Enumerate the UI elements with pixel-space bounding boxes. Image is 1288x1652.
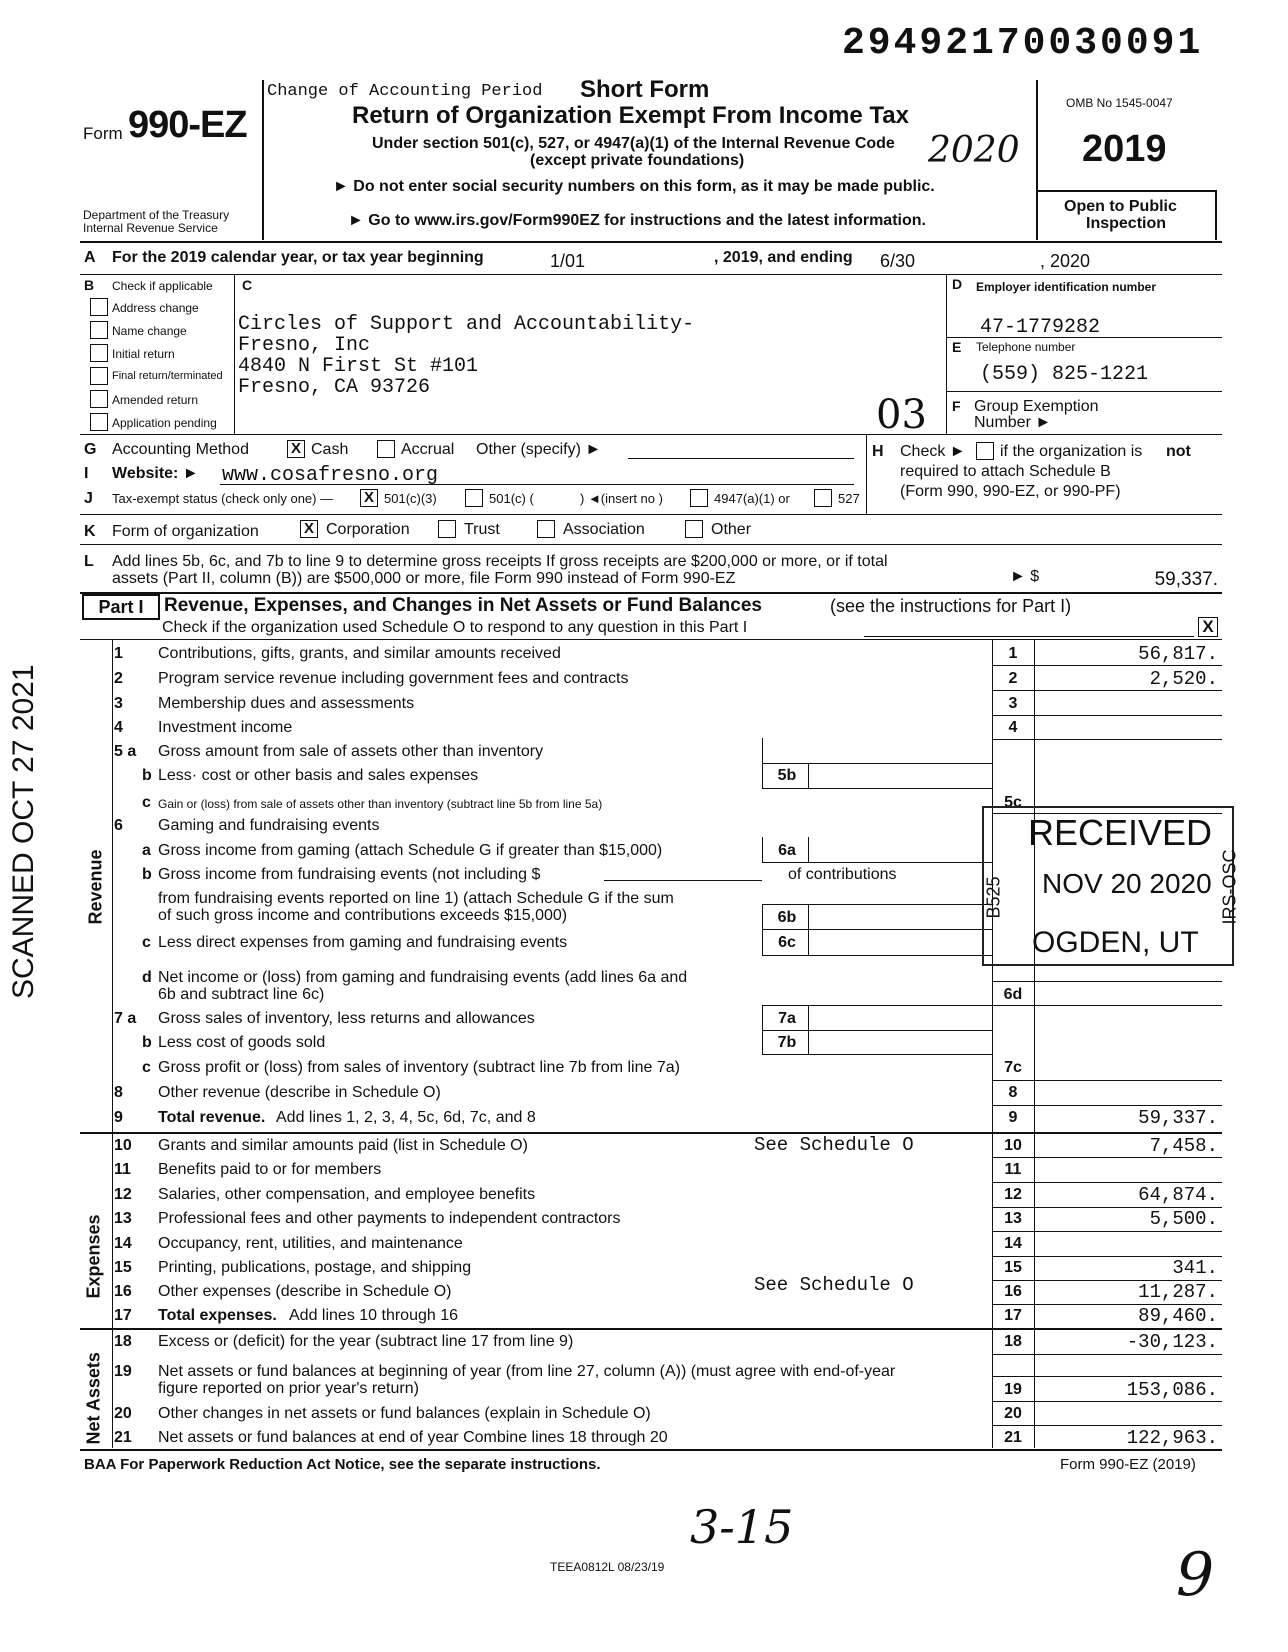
line-a-letter: A xyxy=(84,249,96,266)
form-title: Return of Organization Exempt From Income Tax xyxy=(352,102,909,129)
line-h-text-1: if the organization is xyxy=(1000,443,1143,460)
line-desc: Program service revenue including government fees and contracts xyxy=(158,670,629,687)
527-label: 527 xyxy=(838,491,860,506)
org-name-2: Fresno, Inc xyxy=(238,334,371,357)
line-4-row xyxy=(0,716,1288,740)
group-exemption-label-2: Number ► xyxy=(974,414,1052,431)
other-method-label: Other (specify) ► xyxy=(476,441,602,458)
line-desc: Gross profit or (loss) from sales of inventory (subtract line 7b from line 7a) xyxy=(158,1059,680,1076)
line-desc: Salaries, other compensation, and employee benefits xyxy=(158,1186,536,1203)
amended-return-label: Amended return xyxy=(112,393,199,407)
line-desc: Other expenses (describe in Schedule O) xyxy=(158,1283,452,1300)
line-desc-b: of contributions xyxy=(788,866,897,883)
line-2-row xyxy=(0,667,1288,691)
schedule-o-check-text: Check if the organization used Schedule O to respond to any question in this Part I xyxy=(162,619,748,636)
line-h-letter: H xyxy=(872,443,884,460)
line-3-row xyxy=(0,692,1288,716)
trust-label: Trust xyxy=(464,521,500,538)
4947-label: 4947(a)(1) or xyxy=(714,491,790,506)
line-desc: Occupancy, rent, utilities, and maintenance xyxy=(158,1235,463,1252)
501c3-label: 501(c)(3) xyxy=(384,491,437,506)
trust-checkbox[interactable] xyxy=(438,520,456,538)
line-box-label: 1 xyxy=(1008,645,1018,662)
phone-label: Telephone number xyxy=(976,340,1076,354)
line-desc: Gross income from fundraising events (not including $ xyxy=(158,866,541,883)
part-1-title-suffix: (see the instructions for Part I) xyxy=(830,596,1072,616)
line-a-label: For the 2019 calendar year, or tax year beginning xyxy=(112,249,484,266)
line-box-label: 12 xyxy=(1004,1186,1022,1203)
line-k-letter: K xyxy=(84,523,96,540)
line-l-text-1: Add lines 5b, 6c, and 7b to line 9 to determine gross receipts If gross receipts are $200,000 or more, or if total xyxy=(112,553,888,570)
ssn-note: ► Do not enter social security numbers on this form, as it may be made public. xyxy=(333,178,935,195)
line-7a-row xyxy=(0,1007,1288,1031)
expenses-side-label: Expenses xyxy=(83,1214,104,1299)
form-subtitle-1: Under section 501(c), 527, or 4947(a)(1) of the Internal Revenue Code xyxy=(372,135,895,152)
form-prefix: Form xyxy=(83,124,123,143)
amended-return-checkbox[interactable] xyxy=(90,390,108,408)
line-num: b xyxy=(142,767,152,784)
received-stamp xyxy=(982,806,1240,966)
professional-fees-amount: 5,500. xyxy=(1149,1208,1218,1230)
line-desc: Other revenue (describe in Schedule O) xyxy=(158,1084,441,1101)
line-desc: Add lines 1, 2, 3, 4, 5c, 6d, 7c, and 8 xyxy=(276,1109,536,1126)
final-return-checkbox[interactable] xyxy=(90,367,108,385)
stamp-date: NOV 20 2020 xyxy=(1042,868,1212,899)
line-num: 12 xyxy=(114,1186,132,1203)
tax-year: 2019 xyxy=(1082,128,1167,170)
final-return-label: Final return/terminated xyxy=(112,370,223,382)
line-box-label: 3 xyxy=(1008,695,1018,712)
line-num: 15 xyxy=(114,1259,132,1276)
line-num: 13 xyxy=(114,1210,132,1227)
handwritten-nine: 9 xyxy=(1176,1540,1215,1610)
line-desc: Printing, publications, postage, and shipping xyxy=(158,1259,472,1276)
beginning-net-assets-amount: 153,086. xyxy=(1126,1379,1218,1401)
line-19-num: 19 xyxy=(114,1363,132,1380)
association-checkbox[interactable] xyxy=(537,520,555,538)
name-change-checkbox[interactable] xyxy=(90,321,108,339)
name-change-label: Name change xyxy=(112,324,187,338)
line-b-label: Check if applicable xyxy=(112,279,213,293)
dept-line-2: Internal Revenue Service xyxy=(83,221,218,235)
address-change-checkbox[interactable] xyxy=(90,298,108,316)
tax-year-end-year: , 2020 xyxy=(1040,251,1091,271)
line-num: 8 xyxy=(114,1084,123,1101)
total-revenue-amount: 59,337. xyxy=(1138,1107,1218,1129)
line-desc: Gross income from gaming (attach Schedule G if greater than $15,000) xyxy=(158,842,663,859)
line-7c-row xyxy=(0,1056,1288,1080)
line-num: 9 xyxy=(114,1109,123,1126)
line-num: 1 xyxy=(114,645,123,662)
scanned-stamp: SCANNED OCT 27 2021 xyxy=(7,664,40,999)
line-i-letter: I xyxy=(84,465,89,482)
application-pending-checkbox[interactable] xyxy=(90,413,108,431)
box-7a-label: 7a xyxy=(778,1010,796,1027)
501c-checkbox[interactable] xyxy=(465,489,483,507)
tax-year-end: 6/30 xyxy=(880,251,916,271)
grants-amount: 7,458. xyxy=(1149,1135,1218,1157)
ein-value: 47-1779282 xyxy=(980,316,1101,339)
stamp-received: RECEIVED xyxy=(1028,812,1213,853)
baa-notice: BAA For Paperwork Reduction Act Notice, see the separate instructions. xyxy=(84,1456,601,1473)
line-21-row xyxy=(0,1426,1288,1450)
line-box-label: 7c xyxy=(1004,1059,1022,1076)
line-box-label: 11 xyxy=(1004,1161,1022,1178)
line-g-letter: G xyxy=(84,441,97,458)
line-desc-bold: Total revenue. xyxy=(158,1109,266,1126)
line-num: 11 xyxy=(114,1161,131,1178)
accrual-label: Accrual xyxy=(401,441,455,458)
application-pending-label: Application pending xyxy=(112,416,217,430)
handwritten-code: 03 xyxy=(876,392,927,438)
org-city: Fresno, CA 93726 xyxy=(238,376,431,399)
association-label: Association xyxy=(563,521,645,538)
line-6d-desc-2: 6b and subtract line 6c) xyxy=(158,986,325,1003)
line-num: 18 xyxy=(114,1333,132,1350)
line-19-desc: Net assets or fund balances at beginning of year (from line 27, column (A)) (must agree with end-of-year xyxy=(158,1363,896,1380)
line-j-letter: J xyxy=(84,490,93,507)
line-19-box: 19 xyxy=(1004,1381,1022,1398)
line-l-text-2: assets (Part II, column (B)) are $500,000 or more, file Form 990 instead of Form 990-EZ xyxy=(112,570,736,587)
line-5a-row xyxy=(0,740,1288,764)
line-a-mid: , 2019, and ending xyxy=(714,249,853,266)
line-desc: Contributions, gifts, grants, and similar amounts received xyxy=(158,645,561,662)
line-10-row xyxy=(0,1134,1288,1158)
line-h-check: Check ► xyxy=(900,443,966,460)
phone-value: (559) 825-1221 xyxy=(980,363,1149,386)
line-num: 5 a xyxy=(114,743,137,760)
line-num: b xyxy=(142,866,152,883)
line-8-row xyxy=(0,1081,1288,1105)
printing-amount: 341. xyxy=(1172,1257,1218,1279)
salaries-amount: 64,874. xyxy=(1138,1184,1218,1206)
line-num: 21 xyxy=(114,1429,132,1446)
form-code: TEEA0812L 08/23/19 xyxy=(550,1560,665,1574)
box-5b-label: 5b xyxy=(777,767,797,784)
accounting-method-label: Accounting Method xyxy=(112,441,249,458)
line-box-label: 21 xyxy=(1004,1429,1022,1446)
other-expenses-amount: 11,287. xyxy=(1138,1281,1218,1303)
line-num: 3 xyxy=(114,695,123,712)
cash-label: Cash xyxy=(311,441,349,458)
line-box-label: 13 xyxy=(1004,1210,1022,1227)
handwritten-year: 2020 xyxy=(928,130,1020,171)
line-num: c xyxy=(142,794,151,811)
line-num: 16 xyxy=(114,1283,132,1300)
corporation-checkbox[interactable]: X xyxy=(300,520,318,538)
line-box-label: 2 xyxy=(1008,670,1018,687)
line-d-letter: D xyxy=(952,276,963,292)
line-desc: Gross amount from sale of assets other than inventory xyxy=(158,743,544,760)
corporation-label: Corporation xyxy=(326,521,410,538)
form-subtitle-2: (except private foundations) xyxy=(530,152,745,169)
accrual-checkbox[interactable] xyxy=(377,440,395,458)
tax-status-label: Tax-exempt status (check only one) — xyxy=(112,491,334,506)
line-h-text-3: (Form 990, 990-EZ, or 990-PF) xyxy=(900,483,1121,500)
line-desc: Less cost of goods sold xyxy=(158,1034,326,1051)
line-17-row xyxy=(0,1304,1288,1328)
handwritten-page-note: 3-15 xyxy=(690,1500,794,1554)
line-num: 6 xyxy=(114,817,123,834)
line-num: a xyxy=(142,842,151,859)
line-note: See Schedule O xyxy=(754,1134,914,1156)
line-box-label: 5c xyxy=(1004,794,1022,811)
short-form-label: Short Form xyxy=(580,76,710,103)
stamp-location: OGDEN, UT xyxy=(1032,926,1199,959)
box-6a-label: 6a xyxy=(778,842,796,859)
org-address: 4840 N First St #101 xyxy=(238,355,479,378)
line-19-desc-2: figure reported on prior year's return) xyxy=(158,1380,419,1397)
schedule-b-checkbox[interactable] xyxy=(976,442,994,460)
line-6d-num: d xyxy=(142,969,152,986)
line-num: 2 xyxy=(114,670,123,687)
line-box-label: 14 xyxy=(1004,1235,1022,1252)
line-num: 20 xyxy=(114,1405,132,1422)
line-num: b xyxy=(142,1034,152,1051)
line-box-label: 10 xyxy=(1004,1137,1022,1154)
line-b-letter: B xyxy=(84,277,95,293)
line-box-label: 18 xyxy=(1004,1333,1022,1350)
line-e-letter: E xyxy=(952,339,962,355)
line-desc: Professional fees and other payments to independent contractors xyxy=(158,1210,621,1227)
line-num: 7 a xyxy=(114,1010,137,1027)
line-l-letter: L xyxy=(84,553,94,570)
line-box-label: 16 xyxy=(1004,1283,1022,1300)
initial-return-checkbox[interactable] xyxy=(90,344,108,362)
line-11-row xyxy=(0,1158,1288,1182)
gross-receipts-value: 59,337. xyxy=(1154,569,1218,590)
line-h-not: not xyxy=(1166,443,1191,460)
org-name-1: Circles of Support and Accountability- xyxy=(238,313,695,336)
other-org-label: Other xyxy=(711,521,752,538)
form-reference: Form 990-EZ (2019) xyxy=(1060,1456,1196,1473)
line-desc: Other changes in net assets or fund balances (explain in Schedule O) xyxy=(158,1405,651,1422)
net-assets-side-label: Net Assets xyxy=(83,1352,104,1445)
omb-number: OMB No 1545-0047 xyxy=(1066,96,1173,110)
line-5b-row xyxy=(0,764,1288,788)
4947-checkbox[interactable] xyxy=(690,489,708,507)
line-num: 4 xyxy=(114,719,123,736)
line-num: c xyxy=(142,934,151,951)
initial-return-label: Initial return xyxy=(112,347,175,361)
box-6b-label: 6b xyxy=(777,909,797,926)
line-1-row xyxy=(0,642,1288,666)
line-desc: Excess or (deficit) for the year (subtract line 17 from line 9) xyxy=(158,1333,574,1350)
total-expenses-amount: 89,460. xyxy=(1138,1305,1218,1327)
website-label: Website: ► xyxy=(112,465,199,482)
line-13-row xyxy=(0,1207,1288,1231)
line-7b-row xyxy=(0,1031,1288,1055)
line-desc: Gain or (loss) from sale of assets other than inventory (subtract line 5b from line 5a) xyxy=(158,797,603,811)
line-12-row xyxy=(0,1183,1288,1207)
contributions-amount: 56,817. xyxy=(1138,643,1218,665)
line-num: 17 xyxy=(114,1307,132,1324)
501c-label: 501(c) ( xyxy=(489,491,534,506)
line-9-row xyxy=(0,1106,1288,1130)
group-exemption-label-1: Group Exemption xyxy=(974,398,1099,415)
line-desc: Less direct expenses from gaming and fundraising events xyxy=(158,934,568,951)
line-box-label: 4 xyxy=(1008,719,1018,736)
dept-line-1: Department of the Treasury xyxy=(83,208,230,222)
line-num: 14 xyxy=(114,1235,132,1252)
ein-label: Employer identification number xyxy=(976,280,1157,294)
line-box-label: 20 xyxy=(1004,1405,1022,1422)
line-box-label: 8 xyxy=(1008,1084,1018,1101)
change-note: Change of Accounting Period xyxy=(267,82,543,101)
instructions-note: ► Go to www.irs.gov/Form990EZ for instructions and the latest information. xyxy=(348,212,926,229)
program-service-amount: 2,520. xyxy=(1149,668,1218,690)
line-16-row xyxy=(0,1274,1288,1304)
open-public-2: Inspection xyxy=(1086,215,1167,232)
line-desc: Grants and similar amounts paid (list in Schedule O) xyxy=(158,1137,528,1154)
line-box-label: 15 xyxy=(1004,1259,1022,1276)
revenue-side-label: Revenue xyxy=(85,849,106,925)
line-h-text-2: required to attach Schedule B xyxy=(900,463,1111,480)
line-box-label: 9 xyxy=(1008,1109,1018,1126)
line-num: 10 xyxy=(114,1137,132,1154)
line-c-letter: C xyxy=(242,277,253,293)
line-desc: Add lines 10 through 16 xyxy=(289,1307,459,1324)
line-20-row xyxy=(0,1402,1288,1426)
line-desc: Net assets or fund balances at end of year Combine lines 18 through 20 xyxy=(158,1429,668,1446)
ending-net-assets-amount: 122,963. xyxy=(1126,1427,1218,1449)
line-desc: Membership dues and assessments xyxy=(158,695,415,712)
box-7b-label: 7b xyxy=(777,1034,797,1051)
line-18-row xyxy=(0,1330,1288,1354)
line-desc: Investment income xyxy=(158,719,293,736)
form-number: 990-EZ xyxy=(128,104,247,146)
501c-insert: ) ◄(insert no ) xyxy=(580,491,663,506)
line-desc: Benefits paid to or for members xyxy=(158,1161,382,1178)
other-org-checkbox[interactable] xyxy=(685,520,703,538)
line-6b-desc-2: from fundraising events reported on line 1) (attach Schedule G if the sum xyxy=(158,890,674,907)
website-value: www.cosafresno.org xyxy=(222,464,439,487)
part-1-title: Revenue, Expenses, and Changes in Net Assets or Fund Balances xyxy=(164,595,762,616)
address-change-label: Address change xyxy=(112,301,199,315)
line-desc: Gross sales of inventory, less returns and allowances xyxy=(158,1010,535,1027)
line-6d-box: 6d xyxy=(1003,986,1023,1003)
line-box-label: 17 xyxy=(1004,1307,1022,1324)
501c3-checkbox[interactable]: X xyxy=(360,489,378,507)
part-1-tag: Part I xyxy=(82,594,160,620)
line-14-row xyxy=(0,1232,1288,1256)
line-num: c xyxy=(142,1059,151,1076)
line-6d-desc: Net income or (loss) from gaming and fundraising events (add lines 6a and xyxy=(158,969,688,986)
stamp-side-right: IRS-OSC xyxy=(1219,849,1240,925)
box-6c-label: 6c xyxy=(778,934,796,951)
schedule-o-checkbox[interactable]: X xyxy=(1198,617,1218,637)
527-checkbox[interactable] xyxy=(814,489,832,507)
line-note: See Schedule O xyxy=(754,1274,914,1296)
line-f-letter: F xyxy=(952,398,961,414)
line-6b-desc-3: of such gross income and contributions exceeds $15,000) xyxy=(158,907,568,924)
cash-checkbox[interactable]: X xyxy=(287,440,305,458)
line-desc: Less· cost or other basis and sales expenses xyxy=(158,767,479,784)
open-public-1: Open to Public xyxy=(1064,198,1177,215)
form-of-org-label: Form of organization xyxy=(112,523,259,540)
excess-deficit-amount: -30,123. xyxy=(1126,1331,1218,1353)
line-l-arrow: ► $ xyxy=(1010,568,1040,585)
line-desc: Gaming and fundraising events xyxy=(158,817,380,834)
line-15-row xyxy=(0,1256,1288,1280)
tax-year-begin: 1/01 xyxy=(550,251,586,271)
line-desc-bold: Total expenses. xyxy=(158,1307,277,1324)
stamp-side-left: B525 xyxy=(983,876,1004,919)
dln-number: 29492170030091 xyxy=(842,22,1204,65)
